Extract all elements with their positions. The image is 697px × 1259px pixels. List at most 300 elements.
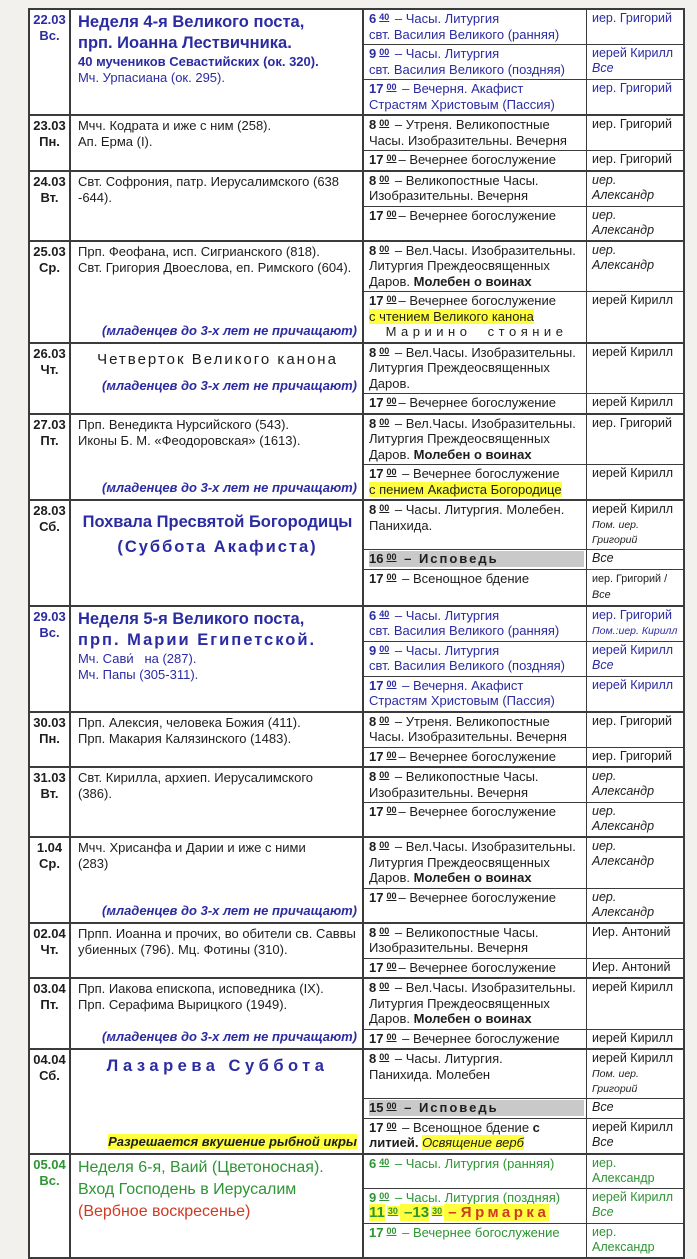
text-run: Свт. Кирилла, архиеп. Иерусалимского <box>78 770 314 785</box>
services-column <box>364 838 683 922</box>
text-run: 8 <box>369 415 377 431</box>
description-cell <box>71 979 364 1048</box>
text-run: Вт. <box>40 189 59 205</box>
services-column <box>364 1050 683 1153</box>
service-line <box>369 643 584 659</box>
service-line <box>369 258 584 274</box>
text-run: Литургия Преждеосвященных <box>369 995 550 1011</box>
text-run: 00 <box>386 208 397 219</box>
day-row <box>30 240 683 342</box>
text-run: (младенцев до 3-х лет не причащают) <box>102 480 357 495</box>
service-line <box>369 623 584 639</box>
services-column <box>364 344 683 413</box>
text-run: Пт. <box>40 997 59 1012</box>
text-run: иер. Григорий <box>592 152 672 166</box>
services-column <box>364 10 683 114</box>
text-run: иерей Кирилл <box>592 466 674 480</box>
date-label <box>30 244 69 260</box>
priest-line <box>592 345 681 360</box>
description-line <box>78 134 357 150</box>
text-run: Даров. <box>369 375 411 391</box>
text-run: 05.04 <box>33 1156 66 1172</box>
description-line <box>78 174 357 190</box>
text-run: Четверток Великого канона <box>97 350 338 368</box>
text-run: – Великопостные Часы. <box>391 172 539 188</box>
text-run: 22.03 <box>33 12 66 27</box>
text-run: 8 <box>369 172 377 188</box>
service-line <box>369 714 584 730</box>
priest-line <box>592 839 681 869</box>
priest-cell <box>587 748 683 767</box>
schedule-table <box>28 8 685 1259</box>
text-run: 00 <box>379 1190 390 1201</box>
service-line <box>369 1135 584 1151</box>
service-line <box>369 97 584 113</box>
priest-line <box>592 1156 681 1186</box>
text-run: иер. Григорий <box>592 11 672 25</box>
text-run: 8 <box>369 924 377 940</box>
service-row <box>364 464 683 499</box>
text-run: Похвала Пресвятой Богородицы <box>82 513 353 531</box>
service-line <box>369 117 584 133</box>
text-run: 17 <box>369 395 384 410</box>
service-row <box>364 393 683 413</box>
service-line <box>369 502 584 518</box>
text-run: 17 <box>369 804 384 819</box>
service-line <box>369 1190 584 1206</box>
text-run: 25.03 <box>33 243 66 259</box>
text-run: Все <box>592 588 611 601</box>
text-run: иер. Александр <box>592 172 655 202</box>
service-line <box>369 345 584 361</box>
text-run: Пн. <box>39 730 60 746</box>
text-run: 00 <box>386 805 397 815</box>
description-cell <box>71 10 364 114</box>
service-cell <box>364 172 587 206</box>
date-cell <box>30 501 71 605</box>
priest-line <box>592 1205 681 1220</box>
description-line <box>78 731 357 747</box>
text-run: Изобразительны. Вечерня <box>369 188 529 203</box>
text-run: – Вечернее богослужение <box>398 395 556 410</box>
text-run: Прп. Макария Калязинского (1483). <box>78 730 292 746</box>
priest-cell <box>587 838 683 888</box>
text-run: 00 <box>386 890 397 901</box>
priest-cell <box>587 242 683 292</box>
text-run: 9 <box>369 642 377 658</box>
text-run: 8 <box>369 344 377 360</box>
description-line <box>78 609 357 630</box>
text-run: Молебен о воинах <box>413 1011 532 1026</box>
text-run: Чт. <box>40 941 59 957</box>
text-run: – Всенощное бдение <box>398 1119 533 1135</box>
description-line <box>78 1056 357 1077</box>
text-run: (Вербное воскресенье) <box>78 1202 251 1220</box>
text-run: 00 <box>386 467 397 477</box>
text-run: 00 <box>379 416 390 427</box>
weekday-label <box>30 519 69 535</box>
description-line <box>78 417 357 433</box>
text-run: 8 <box>369 839 377 854</box>
service-line <box>369 571 584 587</box>
priest-line <box>592 1225 681 1255</box>
service-line <box>369 293 584 309</box>
priest-cell <box>587 207 683 240</box>
text-run: 00 <box>379 503 390 513</box>
priest-line <box>592 502 681 517</box>
text-run: 00 <box>386 749 397 760</box>
date-cell <box>30 768 71 836</box>
description-line <box>78 926 357 942</box>
text-run: Сб. <box>39 1068 60 1083</box>
text-run: иер. Александр <box>592 1155 655 1185</box>
text-run: Страстям Христовым (Пассия) <box>369 96 555 112</box>
text-run: 8 <box>369 117 377 132</box>
text-run: – Часы. Литургия (ранняя) <box>391 1155 555 1171</box>
services-column <box>364 116 683 170</box>
text-run: Литургия Преждеосвященных <box>369 854 550 870</box>
text-run: – Вечернее богослужение <box>398 889 556 905</box>
text-run: Иер. Антоний <box>592 924 671 939</box>
services-column <box>364 607 683 711</box>
service-row <box>364 838 683 888</box>
text-run: Неделя 6-я, Ваий (Цветоносная). <box>78 1158 324 1176</box>
text-run: Мч. Сави́ на (287). <box>78 650 197 666</box>
priest-cell <box>587 1030 683 1049</box>
text-run: 00 <box>379 173 390 184</box>
text-run: Иер. Антоний <box>592 959 671 974</box>
text-run: 00 <box>386 82 397 92</box>
service-row <box>364 802 683 836</box>
service-line <box>369 11 584 27</box>
priest-cell <box>587 292 683 342</box>
service-cell <box>364 768 587 802</box>
date-cell <box>30 1050 71 1153</box>
date-label <box>30 346 69 362</box>
text-run: Панихида. <box>369 517 433 533</box>
text-run: (младенцев до 3-х лет не причащают) <box>102 377 357 393</box>
description-cell <box>71 501 364 605</box>
description-line <box>78 12 357 33</box>
text-run: 27.03 <box>33 416 66 432</box>
service-line <box>369 27 584 43</box>
service-line <box>369 482 584 498</box>
priest-cell <box>587 394 683 413</box>
description-line <box>78 981 357 997</box>
service-line <box>369 46 584 62</box>
weekday-label <box>30 731 69 747</box>
text-run: 17 <box>369 1119 384 1135</box>
service-line <box>369 324 584 340</box>
service-line <box>369 360 584 376</box>
service-line <box>369 996 584 1012</box>
service-line <box>369 1225 584 1241</box>
text-run: Мчч. Кодрата и иже с ним (258). <box>78 118 272 133</box>
service-row <box>364 549 683 569</box>
text-run: 00 <box>379 981 390 991</box>
text-run: – Часы. Литургия. <box>391 1051 503 1066</box>
service-cell <box>364 10 587 44</box>
text-run: (младенцев до 3-х лет не причащают) <box>102 322 357 338</box>
description-line <box>78 512 357 533</box>
service-row <box>364 888 683 922</box>
description-line <box>78 630 357 651</box>
text-run: – Утреня. Великопостные <box>391 713 550 729</box>
service-row <box>364 676 683 711</box>
text-run: –13 <box>399 1204 430 1221</box>
service-row <box>364 501 683 549</box>
text-run: Ап. Ерма (I). <box>78 134 153 149</box>
services-column <box>364 415 683 500</box>
text-run: Свт. Софрония, патр. Иерусалимского (638 <box>78 173 340 189</box>
service-cell <box>364 924 587 958</box>
text-run: Даров. <box>369 446 414 462</box>
text-run: 00 <box>379 643 390 654</box>
priest-cell <box>587 45 683 79</box>
text-run: Неделя 5-я Великого поста, <box>78 609 305 628</box>
text-run: – Всенощное бдение <box>398 570 530 586</box>
text-run: иер. Григорий <box>592 81 672 95</box>
weekday-label <box>30 625 69 641</box>
priest-line <box>592 804 681 834</box>
text-run: Все <box>592 551 614 565</box>
description-line <box>78 70 357 86</box>
priest-line <box>592 173 681 203</box>
text-run: Прп. Феофана, исп. Сигрианского (818). <box>78 243 320 259</box>
text-run: Все <box>592 1134 614 1149</box>
service-line <box>369 870 584 886</box>
text-run: свт. Василия Великого (ранняя) <box>369 26 560 42</box>
date-label <box>30 770 69 786</box>
service-line <box>369 133 584 149</box>
text-run: – <box>444 1204 461 1221</box>
service-line <box>369 1100 584 1116</box>
priest-cell <box>587 550 683 569</box>
weekday-label <box>30 134 69 150</box>
description-line <box>78 1029 357 1045</box>
text-run: 00 <box>379 243 390 254</box>
text-run: 17 <box>369 293 384 308</box>
text-run: иер. Александр <box>592 769 655 798</box>
services-column <box>364 1155 683 1257</box>
weekday-label <box>30 190 69 206</box>
priest-line <box>592 395 681 410</box>
service-line <box>369 1031 584 1047</box>
text-run: прп. Иоанна Лествичника. <box>78 34 292 52</box>
service-line <box>369 243 584 259</box>
weekday-label <box>30 1068 69 1084</box>
priest-line <box>592 1066 681 1096</box>
date-cell <box>30 172 71 240</box>
description-line <box>78 997 357 1013</box>
service-cell <box>364 959 587 978</box>
text-run: Пт. <box>40 432 59 448</box>
priest-cell <box>587 979 683 1029</box>
services-column <box>364 242 683 342</box>
priest-line <box>592 608 681 623</box>
text-run: 17 <box>369 207 384 223</box>
text-run: 8 <box>369 242 377 258</box>
service-line <box>369 839 584 855</box>
text-run: 00 <box>386 153 397 163</box>
text-run: 00 <box>379 1052 390 1062</box>
text-run: – Исповедь <box>398 1100 499 1115</box>
text-run: Вс. <box>39 1172 60 1188</box>
priest-cell <box>587 151 683 170</box>
text-run: Прпп. Иоанна и прочих, во обители св. Саввы <box>78 925 356 941</box>
text-run: Молебен о воинах <box>413 870 532 885</box>
service-cell <box>364 292 587 342</box>
service-cell <box>364 116 587 150</box>
text-run: Прп. Алексия, человека Божия (411). <box>78 714 301 730</box>
text-run: иер. Григорий <box>592 117 672 131</box>
services-column <box>364 713 683 767</box>
text-run: Прп. Иакова епископа, исповедника (IX). <box>78 981 324 996</box>
service-row <box>364 924 683 958</box>
text-run: Все <box>592 61 614 75</box>
text-run: Все <box>592 657 614 672</box>
service-line <box>369 1051 584 1067</box>
priest-line <box>592 1100 681 1115</box>
service-cell <box>364 1099 587 1118</box>
priest-line <box>592 243 681 273</box>
priest-line <box>592 11 681 26</box>
text-run: Даров. <box>369 273 414 289</box>
service-line <box>369 749 584 765</box>
service-cell <box>364 151 587 170</box>
priest-cell <box>587 1050 683 1098</box>
text-run: Вход Господень в Иерусалим <box>78 1180 297 1198</box>
priest-line <box>592 960 681 975</box>
text-run: Часы. Изобразительны. Вечерня <box>369 729 567 744</box>
service-line <box>369 416 584 432</box>
service-cell <box>364 344 587 394</box>
text-run: Часы. Изобразительны. Вечерня <box>369 132 567 148</box>
text-run: 23.03 <box>33 118 66 133</box>
text-run: Изобразительны. Вечерня <box>369 940 529 955</box>
weekday-label <box>30 942 69 958</box>
text-run: 40 мучеников Севастийских (ок. 320). <box>78 54 319 69</box>
day-row <box>30 605 683 711</box>
service-row <box>364 768 683 802</box>
service-cell <box>364 242 587 292</box>
service-cell <box>364 1155 587 1188</box>
text-run: Лазарева Суббота <box>106 1057 329 1075</box>
service-line <box>369 551 584 567</box>
text-run: 15 <box>369 1100 384 1115</box>
text-run: 1.04 <box>36 840 63 855</box>
description-cell <box>71 116 364 170</box>
text-run: 40 <box>379 1156 390 1167</box>
text-run: иерей Кирилл <box>592 980 674 994</box>
description-line <box>78 903 357 919</box>
priest-cell <box>587 116 683 150</box>
text-run: 6 <box>369 1155 377 1171</box>
text-run: Мч. Урпасиана (ок. 295). <box>78 70 225 85</box>
date-label <box>30 174 69 190</box>
priest-cell <box>587 501 683 549</box>
service-line <box>369 447 584 463</box>
text-run: Ср. <box>39 856 60 871</box>
text-run: 17 <box>369 889 384 905</box>
priest-cell <box>587 465 683 499</box>
description-cell <box>71 713 364 767</box>
text-run: иерей Кирилл <box>592 642 674 657</box>
service-cell <box>364 677 587 711</box>
date-label <box>30 503 69 519</box>
service-row <box>364 713 683 747</box>
weekday-label <box>30 362 69 378</box>
text-run: убиенных (796). Мц. Фотины (310). <box>78 941 288 957</box>
text-run: Ср. <box>39 259 60 275</box>
services-column <box>364 172 683 240</box>
priest-line <box>592 208 681 238</box>
text-run: Вт. <box>40 786 59 801</box>
weekday-label <box>30 997 69 1013</box>
priest-cell <box>587 607 683 641</box>
service-row <box>364 641 683 676</box>
priest-line <box>592 1031 681 1046</box>
service-line <box>369 693 584 709</box>
description-line <box>78 770 357 786</box>
priest-line <box>592 658 681 673</box>
text-run: 17 <box>369 152 384 167</box>
text-run: иер. Григорий <box>592 713 672 728</box>
priest-line <box>592 749 681 764</box>
text-run: Мариино стояние <box>385 324 568 339</box>
text-run: 17 <box>369 570 384 586</box>
description-line <box>78 537 357 558</box>
text-run: Даров. <box>369 870 414 885</box>
service-cell <box>364 979 587 1029</box>
date-cell <box>30 1155 71 1257</box>
text-run: иер. Александр <box>592 804 655 833</box>
services-column <box>364 924 683 978</box>
text-run: 28.03 <box>33 503 66 518</box>
text-run: 00 <box>386 571 397 582</box>
priest-line <box>592 293 681 308</box>
service-row <box>364 10 683 44</box>
description-line <box>78 480 357 496</box>
description-line <box>78 856 357 872</box>
text-run: Страстям Христовым (Пассия) <box>369 693 555 708</box>
day-row <box>30 499 683 605</box>
text-run: иерей Кирилл <box>592 1119 674 1134</box>
services-column <box>364 768 683 836</box>
text-run: 17 <box>369 959 384 975</box>
description-line <box>78 260 357 276</box>
text-run: Литургия Преждеосвященных <box>369 431 550 446</box>
priest-line <box>592 1135 681 1150</box>
text-run: 00 <box>386 960 397 971</box>
text-run: свт. Василия Великого (поздняя) <box>369 658 565 673</box>
text-run: 00 <box>386 1120 397 1131</box>
service-line <box>369 1205 584 1221</box>
day-row <box>30 711 683 767</box>
text-run: иерей Кирилл <box>592 344 674 359</box>
text-run: иерей Кирилл <box>592 46 674 60</box>
text-run: – Вечернее богослужение <box>398 466 560 481</box>
description-line <box>78 715 357 731</box>
text-run: с <box>532 1119 540 1135</box>
text-run: 8 <box>369 980 377 995</box>
description-line <box>78 667 357 683</box>
description-line <box>78 54 357 70</box>
service-line <box>369 431 584 447</box>
text-run: 00 <box>379 714 390 725</box>
text-run: – Вел.Часы. Изобразительны. <box>391 980 576 995</box>
service-line <box>369 309 584 325</box>
